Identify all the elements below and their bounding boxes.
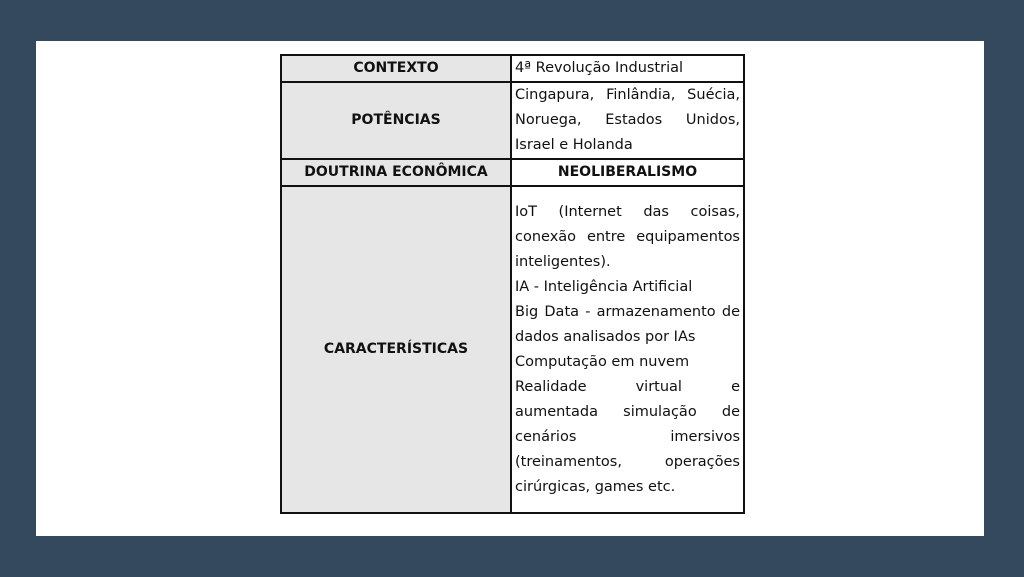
caracteristicas-line: conexão entre equipamentos bbox=[515, 228, 740, 245]
slide-canvas bbox=[36, 41, 984, 536]
caracteristicas-line: Realidade virtual e bbox=[515, 378, 740, 395]
table-row-caracteristicas bbox=[281, 186, 744, 513]
table-row-context bbox=[281, 55, 744, 82]
value-caracteristicas bbox=[511, 186, 744, 513]
value-potencias bbox=[511, 82, 744, 159]
caracteristicas-line: aumentada simulação de bbox=[515, 403, 740, 420]
caracteristicas-line: Computação em nuvem bbox=[515, 353, 690, 370]
caracteristicas-line: dados analisados por IAs bbox=[515, 328, 696, 345]
label-potencias: POTÊNCIAS bbox=[281, 82, 511, 159]
label-contexto: CONTEXTO bbox=[281, 55, 511, 82]
info-table bbox=[280, 54, 745, 514]
label-doutrina: DOUTRINA ECONÔMICA bbox=[281, 159, 511, 186]
caracteristicas-line: cirúrgicas, games etc. bbox=[515, 478, 676, 495]
potencias-line: Israel e Holanda bbox=[515, 137, 633, 153]
table-row-potencias bbox=[281, 82, 744, 159]
potencias-line: Noruega, Estados Unidos, bbox=[515, 112, 740, 128]
caracteristicas-line: (treinamentos, operações bbox=[515, 453, 740, 470]
value-contexto: 4ª Revolução Industrial bbox=[511, 55, 744, 82]
table-row-doutrina bbox=[281, 159, 744, 186]
caracteristicas-line: Big Data - armazenamento de bbox=[515, 303, 740, 320]
potencias-line: Cingapura, Finlândia, Suécia, bbox=[515, 87, 740, 103]
caracteristicas-line: IoT (Internet das coisas, bbox=[515, 203, 740, 220]
value-doutrina: NEOLIBERALISMO bbox=[511, 159, 744, 186]
caracteristicas-line: cenários imersivos bbox=[515, 428, 740, 445]
caracteristicas-line: inteligentes). bbox=[515, 253, 611, 270]
label-caracteristicas: CARACTERÍSTICAS bbox=[281, 186, 511, 513]
caracteristicas-line: IA - Inteligência Artificial bbox=[515, 278, 693, 295]
